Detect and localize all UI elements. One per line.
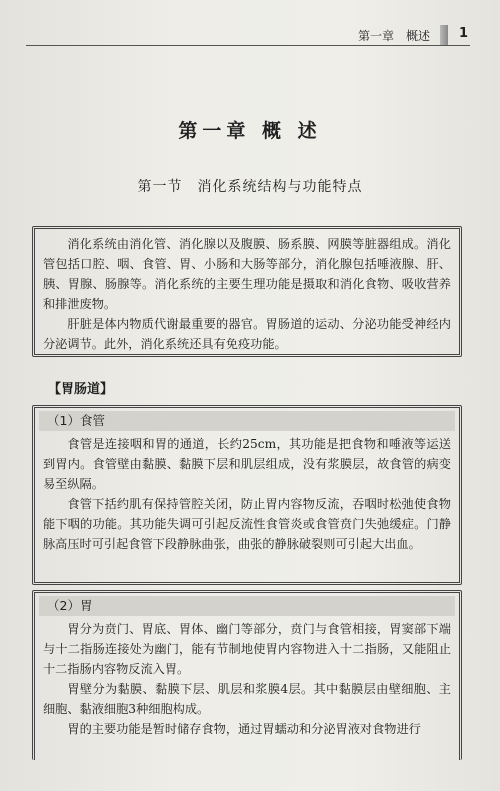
chapter-title: 第一章 概 述 bbox=[178, 120, 322, 142]
intro-paragraph-1: 消化系统由消化管、消化腺以及腹膜、肠系膜、网膜等脏器组成。消化管包括口腔、咽、食管、胃、小肠和大肠等部分，消化腺包括唾液腺、肝、胰、胃腺、肠腺等。消化系统的主要生理功能是摄取和消化食物、吸收营养和排泄废物。 bbox=[43, 237, 451, 311]
intro-paragraph-2: 肝脏是体内物质代谢最重要的器官。胃肠道的运动、分泌功能受神经内分泌调节。此外，消化系统还具有免疫功能。 bbox=[43, 317, 451, 351]
page-number: 1 bbox=[458, 26, 468, 41]
section-tag: 【胃肠道】 bbox=[48, 382, 114, 397]
stomach-paragraph-2: 胃壁分为黏膜、黏膜下层、肌层和浆膜4层。其中黏膜层由壁细胞、主细胞、黏液细胞3种细胞构成。 bbox=[43, 682, 451, 716]
esophagus-paragraph-1: 食管是连接咽和胃的通道，长约25cm，其功能是把食物和唾液等运送到胃内。食管壁由黏膜、黏膜下层和肌层组成，没有浆膜层，故食管的病变易至纵隔。 bbox=[43, 437, 451, 491]
esophagus-heading: （1）食管 bbox=[39, 411, 455, 431]
esophagus-box bbox=[32, 405, 462, 585]
running-header bbox=[26, 25, 470, 46]
section-title: 第一节 消化系统结构与功能特点 bbox=[137, 179, 363, 195]
stomach-box bbox=[32, 590, 462, 760]
header-tab-marker bbox=[440, 25, 448, 45]
header-chapter-title: 第一章 概述 bbox=[357, 29, 430, 43]
stomach-heading: （2）胃 bbox=[39, 596, 455, 616]
intro-box bbox=[32, 226, 462, 357]
stomach-paragraph-1: 胃分为贲门、胃底、胃体、幽门等部分，贲门与食管相接，胃窦部下端与十二指肠连接处为幽门，能有节制地使胃内容物进入十二指肠，又能阻止十二指肠内容物反流入胃。 bbox=[43, 622, 451, 676]
esophagus-paragraph-2: 食管下括约肌有保持管腔关闭，防止胃内容物反流，吞咽时松弛使食物能下咽的功能。其功能失调可引起反流性食管炎或食管贲门失弛缓症。门静脉高压时可引起食管下段静脉曲张，曲张的静脉破裂则可引起大出血。 bbox=[43, 497, 451, 551]
stomach-paragraph-3: 胃的主要功能是暂时储存食物，通过胃蠕动和分泌胃液对食物进行 bbox=[67, 722, 421, 736]
